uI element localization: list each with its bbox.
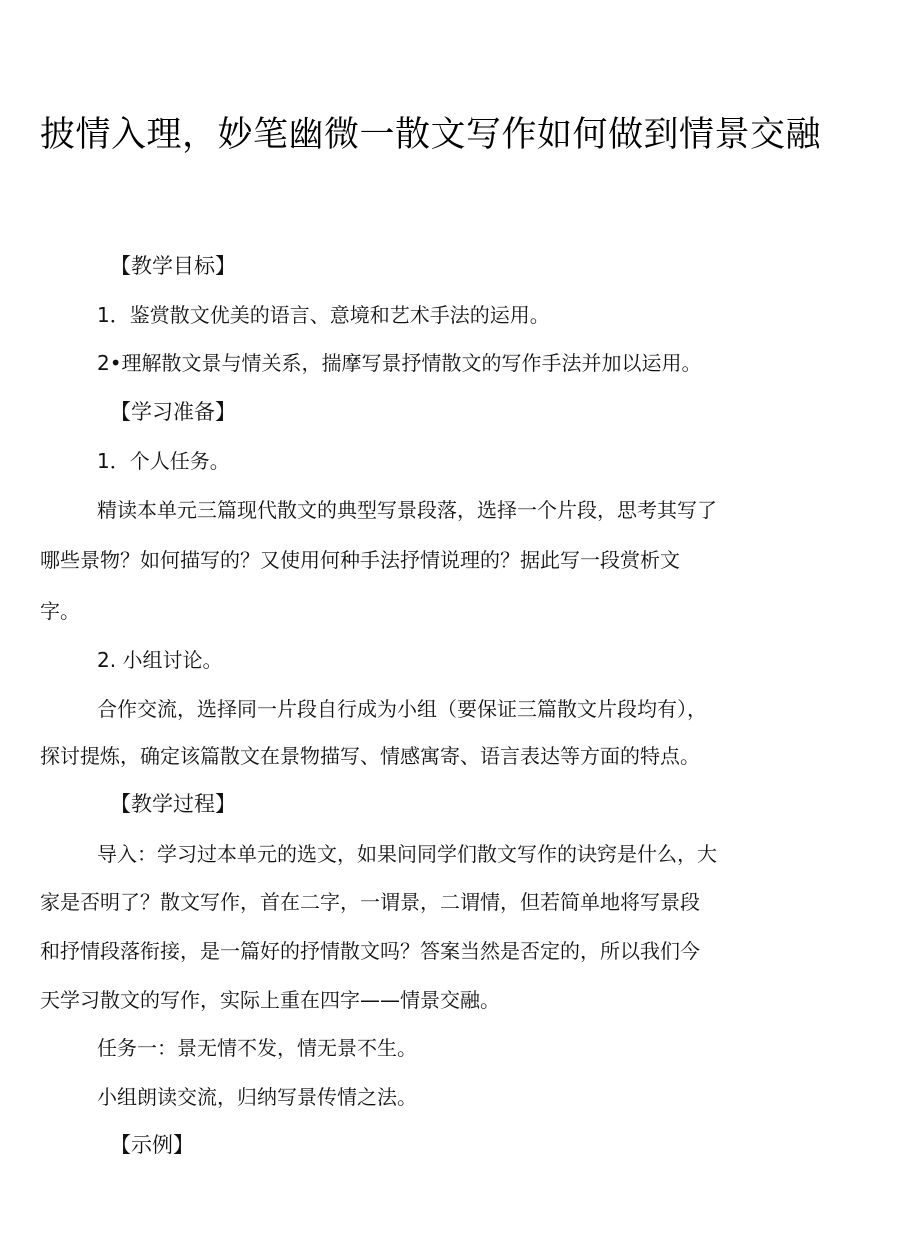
intro-paragraph-line-1: 导入：学习过本单元的选文，如果问同学们散文写作的诀窍是什么，大 <box>97 842 717 866</box>
prep-item-1-paragraph-line-1: 精读本单元三篇现代散文的典型写景段落，选择一个片段，思考其写了 <box>97 498 717 522</box>
intro-paragraph-line-2: 家是否明了？散文写作，首在二字，一谓景，二谓情，但若简单地将写景段 <box>40 890 700 914</box>
intro-paragraph-line-4: 天学习散文的写作，实际上重在四字——情景交融。 <box>40 988 500 1012</box>
prep-item-2-title: 2. 小组讨论。 <box>97 648 223 672</box>
task-1-heading: 任务一：景无情不发，情无景不生。 <box>97 1036 417 1060</box>
goal-item-1: 1．鉴赏散文优美的语言、意境和艺术手法的运用。 <box>97 303 550 327</box>
prep-item-1-title: 1．个人任务。 <box>97 449 230 473</box>
goal-item-2: 2•理解散文景与情关系，揣摩写景抒情散文的写作手法并加以运用。 <box>97 351 702 375</box>
prep-item-1-paragraph-line-3: 字。 <box>40 599 80 623</box>
task-1-paragraph: 小组朗读交流，归纳写景传情之法。 <box>97 1085 417 1109</box>
process-heading: 【教学过程】 <box>110 792 236 816</box>
prep-item-2-paragraph-line-2: 探讨提炼，确定该篇散文在景物描写、情感寓寄、语言表达等方面的特点。 <box>40 744 700 768</box>
intro-paragraph-line-3: 和抒情段落衔接，是一篇好的抒情散文吗？答案当然是否定的，所以我们今 <box>40 939 700 963</box>
prep-item-1-paragraph-line-2: 哪些景物？如何描写的？又使用何种手法抒情说理的？据此写一段赏析文 <box>40 548 680 572</box>
example-heading: 【示例】 <box>110 1133 194 1157</box>
page-title: 披情入理，妙笔幽微一散文写作如何做到情景交融 <box>40 115 822 155</box>
prep-item-2-paragraph-line-1: 合作交流，选择同一片段自行成为小组（要保证三篇散文片段均有）， <box>97 697 707 721</box>
goals-heading: 【教学目标】 <box>110 254 236 278</box>
prep-heading: 【学习准备】 <box>110 400 236 424</box>
